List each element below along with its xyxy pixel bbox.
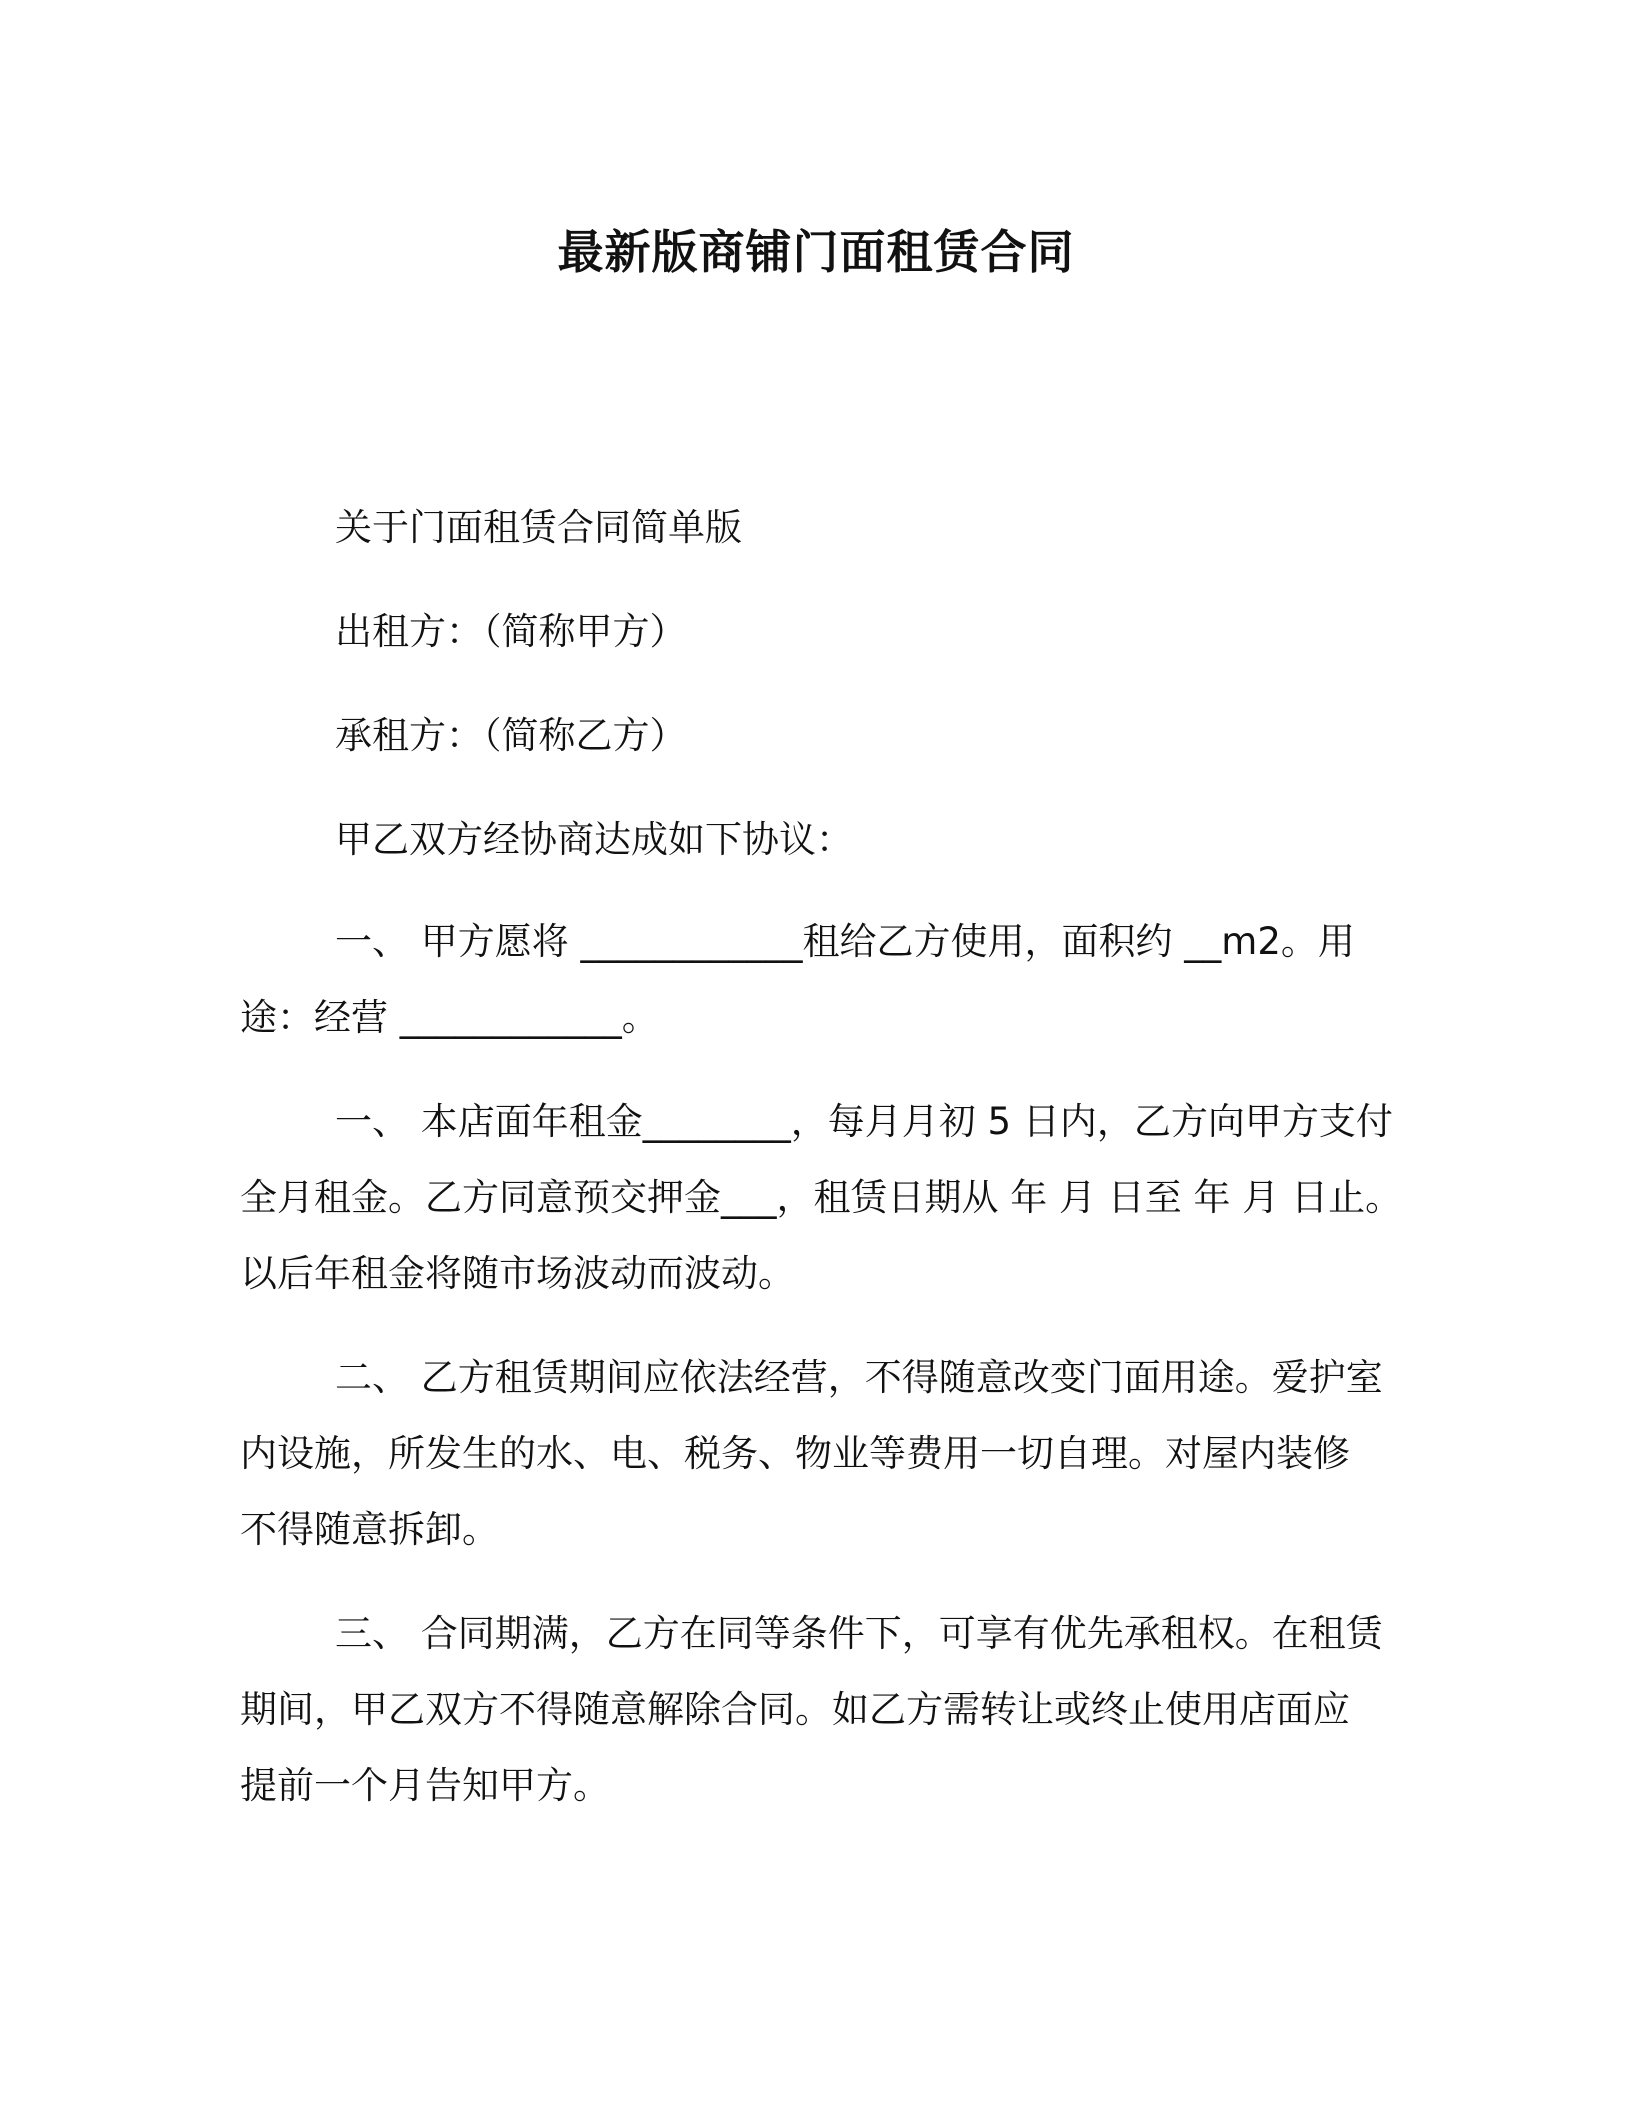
clause-line: 内设施，所发生的水、电、税务、物业等费用一切自理。对屋内装修: [240, 1432, 1350, 1475]
clause-line: 三、 合同期满，乙方在同等条件下，可享有优先承租权。在租赁: [335, 1612, 1383, 1655]
clause-line: 以后年租金将随市场波动而波动。: [240, 1252, 795, 1295]
document-title: 最新版商铺门面租赁合同: [557, 225, 1075, 279]
clause-line: 提前一个月告知甲方。: [240, 1764, 610, 1807]
clause-line: 一、 甲方愿将 ____________租给乙方使用，面积约 __m2。用: [335, 920, 1355, 963]
lessee-line: 承租方：（简称乙方）: [335, 714, 687, 757]
document-subtitle: 关于门面租赁合同简单版: [335, 506, 742, 549]
clause-line: 期间，甲乙双方不得随意解除合同。如乙方需转让或终止使用店面应: [240, 1688, 1350, 1731]
agreement-intro: 甲乙双方经协商达成如下协议：: [335, 818, 853, 861]
clause-line: 一、 本店面年租金________，每月月初 5 日内，乙方向甲方支付: [335, 1100, 1393, 1143]
clause-line: 途：经营 ____________。: [240, 996, 659, 1039]
clause-line: 不得随意拆卸。: [240, 1508, 499, 1551]
lessor-line: 出租方：（简称甲方）: [335, 610, 687, 653]
clause-line: 二、 乙方租赁期间应依法经营，不得随意改变门面用途。爱护室: [335, 1356, 1383, 1399]
clause-line: 全月租金。乙方同意预交押金___，租赁日期从 年 月 日至 年 月 日止。: [240, 1176, 1403, 1219]
